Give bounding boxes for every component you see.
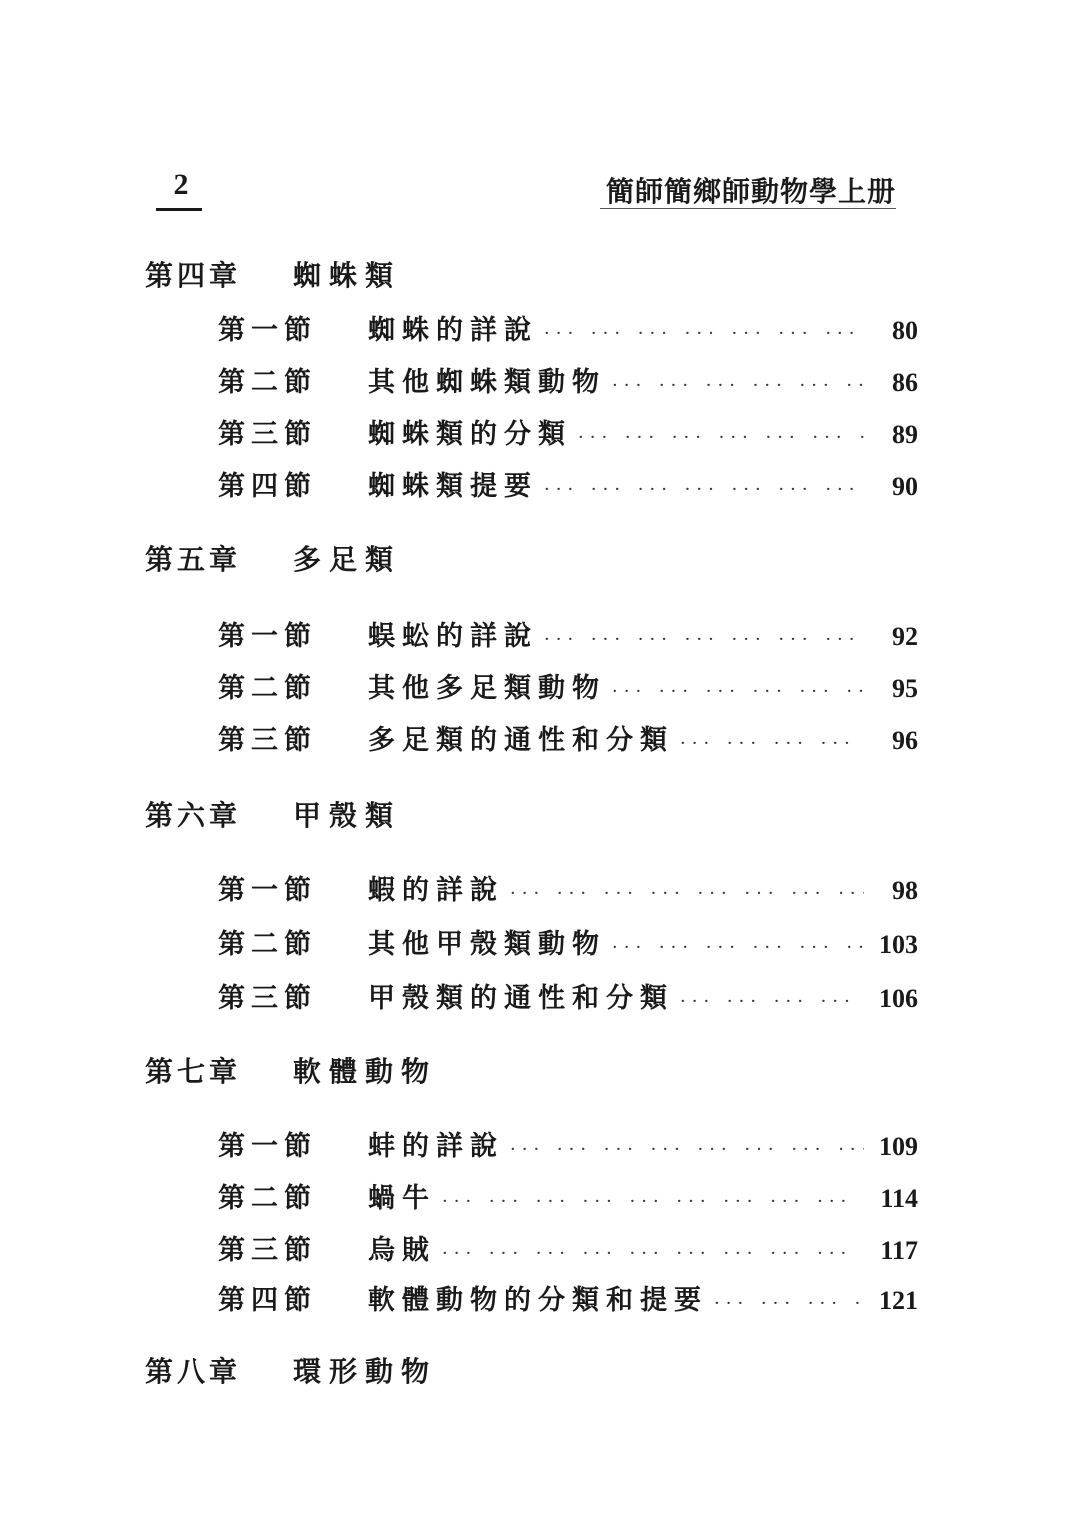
toc-entry [218,614,918,653]
chapter-number: 第六章 [145,799,242,832]
chapter-number: 第四章 [145,259,242,292]
section-page-number: 121 [879,1286,918,1315]
chapter-heading [145,1350,437,1390]
chapter-heading [145,538,401,578]
section-page-number: 114 [880,1184,918,1213]
section-number: 第一節 [218,1131,317,1162]
section-title: 甲殼類的通性和分類 [368,983,674,1014]
section-page-number: 89 [892,420,918,449]
dot-leader [612,681,864,702]
toc-entry [218,464,918,503]
section-page-number: 80 [892,316,918,345]
section-page-number: 95 [892,674,918,703]
section-page-number: 103 [879,930,918,959]
section-page-number: 86 [892,368,918,397]
section-number: 第一節 [218,315,317,346]
section-number: 第二節 [218,367,317,398]
chapter-title: 多足類 [293,543,402,576]
section-page-number: 98 [892,876,918,905]
dot-leader [510,883,864,904]
chapter-title: 甲殼類 [293,799,402,832]
toc-entry [218,1278,918,1317]
section-page-number: 106 [879,984,918,1013]
toc-entry [218,666,918,705]
header-underline [600,208,896,209]
section-number: 第二節 [218,929,317,960]
dot-leader [680,991,864,1012]
section-number: 第三節 [218,419,317,450]
dot-leader [544,479,864,500]
dot-leader [544,323,864,344]
chapter-title: 環形動物 [293,1355,438,1388]
toc-entry [218,868,918,907]
dot-leader [510,1139,864,1160]
chapter-number: 第五章 [145,543,242,576]
section-title: 蝦的詳說 [368,875,504,906]
section-title: 蜈蚣的詳說 [368,621,538,652]
dot-leader [612,375,864,396]
section-title: 其他甲殼類動物 [368,929,606,960]
section-number: 第一節 [218,621,317,652]
chapter-heading [145,794,401,834]
toc-entry [218,412,918,451]
chapter-heading [145,1050,437,1090]
section-title: 多足類的通性和分類 [368,725,674,756]
chapter-heading [145,254,401,294]
toc-entry [218,1176,918,1215]
running-title: 簡師簡鄉師動物學上册 [605,175,896,208]
section-number: 第二節 [218,673,317,704]
chapter-number: 第八章 [145,1355,242,1388]
toc-entry [218,922,918,961]
chapter-number: 第七章 [145,1055,242,1088]
section-page-number: 90 [892,472,918,501]
dot-leader [442,1191,864,1212]
dot-leader [442,1243,864,1264]
section-number: 第二節 [218,1183,317,1214]
toc-entry [218,1228,918,1267]
toc-entry [218,360,918,399]
dot-leader [714,1293,864,1314]
dot-leader [612,937,864,958]
section-number: 第三節 [218,1235,317,1266]
section-number: 第三節 [218,983,317,1014]
chapter-title: 軟體動物 [293,1055,438,1088]
section-title: 蜘蛛類的分類 [368,419,572,450]
toc-entry [218,718,918,757]
section-title: 蝸牛 [368,1183,436,1214]
section-title: 軟體動物的分類和提要 [368,1285,708,1316]
section-number: 第一節 [218,875,317,906]
toc-entry [218,308,918,347]
section-title: 蜘蛛類提要 [368,471,538,502]
section-page-number: 117 [880,1236,918,1265]
toc-entry [218,1124,918,1163]
page-number-underline [156,208,202,211]
chapter-title: 蜘蛛類 [293,259,402,292]
section-title: 蜘蛛的詳說 [368,315,538,346]
section-page-number: 109 [879,1132,918,1161]
section-title: 烏賊 [368,1235,436,1266]
page-number: 2 [173,168,189,201]
dot-leader [578,427,864,448]
section-title: 其他蜘蛛類動物 [368,367,606,398]
section-number: 第四節 [218,471,317,502]
section-title: 其他多足類動物 [368,673,606,704]
dot-leader [544,629,864,650]
dot-leader [680,733,864,754]
section-title: 蚌的詳說 [368,1131,504,1162]
section-number: 第四節 [218,1285,317,1316]
section-number: 第三節 [218,725,317,756]
section-page-number: 96 [892,726,918,755]
section-page-number: 92 [892,622,918,651]
toc-entry [218,976,918,1015]
